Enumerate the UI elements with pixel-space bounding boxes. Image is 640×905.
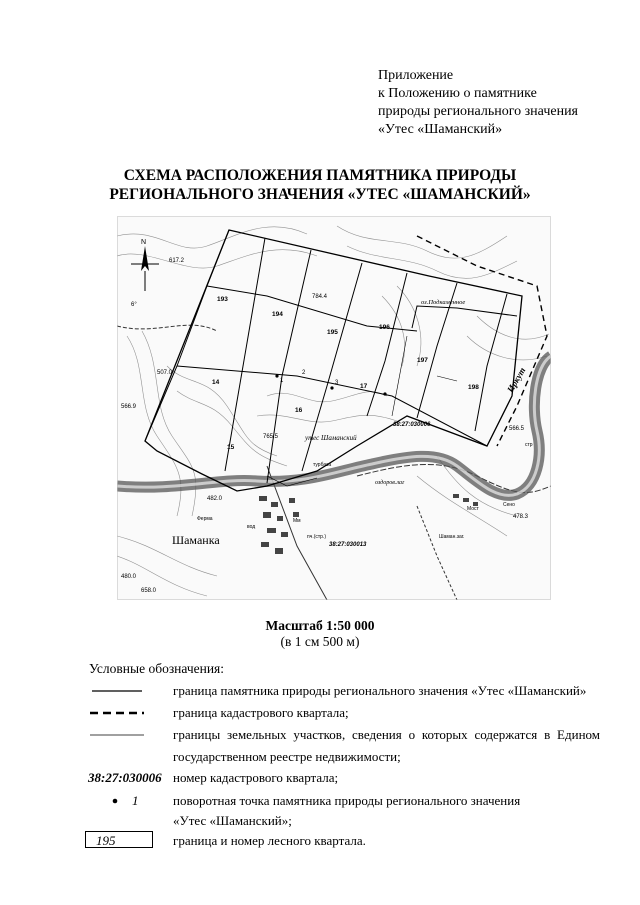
quarter-label: 16: [295, 407, 303, 414]
place-label: оз.Подкаменное: [421, 299, 466, 306]
legend-text: границы земельных участков, сведения о которых содержатся в Едином: [173, 727, 600, 742]
map-label: стр: [525, 442, 533, 448]
turning-point-symbol: [84, 790, 164, 812]
appendix-line: «Утес «Шаманский»: [378, 122, 503, 137]
quarter-label: 198: [468, 384, 479, 391]
scale-explanation: (в 1 см 500 м): [280, 634, 360, 649]
point-label: 2: [302, 370, 306, 376]
turning-point: [330, 386, 333, 389]
turning-point: [275, 374, 278, 377]
elevation-label: 482.0: [207, 496, 223, 502]
legend-text: «Утес «Шаманский»;: [173, 813, 292, 828]
appendix-line: Приложение: [378, 68, 454, 83]
title-line: РЕГИОНАЛЬНОГО ЗНАЧЕНИЯ «УТЕС «ШАМАНСКИЙ»: [109, 186, 531, 203]
quarter-label: 197: [417, 357, 428, 364]
quarter-label: 195: [327, 329, 338, 336]
elevation-label: 658.0: [141, 588, 157, 594]
elevation-label: 617.2: [169, 258, 185, 264]
map-label: Шаман.заг.: [439, 534, 465, 540]
legend-text: граница памятника природы регионального значения «Утес «Шаманский»: [173, 683, 587, 698]
turning-point: [383, 392, 386, 395]
dashed-line-symbol: [84, 702, 164, 724]
cadastral-label: 38:27:030013: [329, 542, 367, 548]
point-label: 3: [335, 380, 339, 386]
map-label: Мост: [467, 506, 479, 512]
elevation-label: 566.9: [121, 404, 137, 410]
map-label: Ферма: [197, 516, 213, 522]
legend-text: граница и номер лесного квартала.: [173, 833, 366, 848]
legend-text: граница кадастрового квартала;: [173, 705, 349, 720]
point-label: 1: [280, 378, 284, 384]
document-title: [0, 166, 640, 204]
place-label: Шаманка: [172, 533, 220, 547]
scale-caption: [0, 618, 640, 650]
legend-text: государственном реестре недвижимости;: [173, 749, 401, 764]
appendix-heading: [378, 67, 578, 139]
place-label: оздоров.лаг: [375, 480, 405, 486]
elevation-label: 765.5: [263, 434, 279, 440]
legend-text: номер кадастрового квартала;: [173, 770, 339, 785]
map-label: Сено: [503, 502, 515, 508]
legend-row-turning-point: [84, 790, 600, 834]
map-label: вод: [247, 524, 256, 530]
elevation-label: 478.3: [513, 514, 529, 520]
appendix-line: к Положению о памятнике: [378, 86, 537, 101]
quarter-label: 14: [212, 379, 220, 386]
elevation-label: 566.5: [509, 426, 525, 432]
quarter-label: 17: [360, 383, 368, 390]
location-map: [117, 216, 551, 600]
place-label: утес Шаманский: [305, 434, 357, 442]
title-line: СХЕМА РАСПОЛОЖЕНИЯ ПАМЯТНИКА ПРИРОДЫ: [123, 167, 517, 184]
solid-line-symbol: [84, 680, 164, 702]
legend-title: Условные обозначения:: [89, 661, 225, 676]
appendix-line: природы регионального значения: [378, 104, 578, 119]
map-label: Мм: [293, 518, 301, 524]
map-label: пч.(стр.): [307, 534, 326, 540]
legend-text: поворотная точка памятника природы регионального значения: [173, 793, 521, 808]
compass-angle-label: 6°: [131, 302, 137, 308]
quarter-label: 15: [227, 444, 235, 451]
cadastral-number-sample: 38:27:030006: [88, 770, 162, 785]
forest-quarter-symbol: 195: [85, 831, 153, 848]
quarter-label: 196: [379, 324, 390, 331]
quarter-label: 193: [217, 296, 228, 303]
river-label: Иркут: [505, 365, 528, 395]
elevation-label: 784.4: [312, 294, 328, 300]
quarter-label: 194: [272, 311, 283, 318]
legend-row-land-plots: [84, 724, 600, 768]
scale-ratio: Масштаб 1:50 000: [265, 618, 375, 633]
elevation-label: 507.0: [157, 370, 173, 376]
compass-n-label: N: [141, 239, 147, 246]
elevation-label: 480.0: [121, 574, 137, 580]
cadastral-label: 38:27:030006: [393, 422, 431, 428]
turning-point-number: 1: [132, 793, 139, 808]
thin-line-symbol: [84, 724, 164, 746]
map-label: турбаза: [313, 462, 332, 468]
